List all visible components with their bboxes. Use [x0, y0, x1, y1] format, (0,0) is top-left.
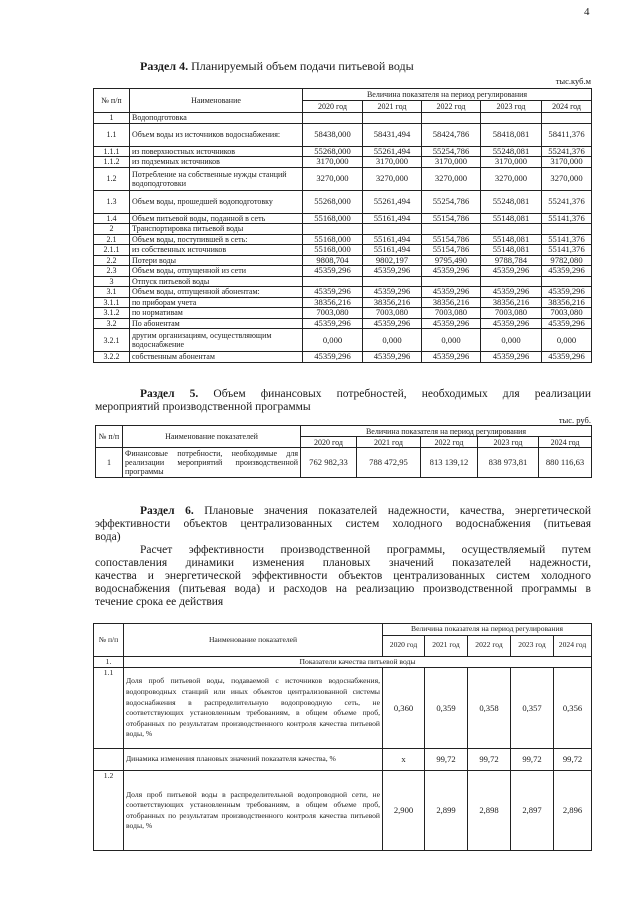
row-num: 1.1: [94, 123, 130, 146]
row-value: 3170,000: [481, 157, 542, 168]
row-value: 58431,494: [363, 123, 422, 146]
table-row: [94, 308, 592, 319]
row-value: 45359,296: [363, 266, 422, 277]
row-value: 3270,000: [422, 167, 481, 190]
section5-unit: тыс. руб.: [558, 415, 591, 425]
page-number: 4: [584, 6, 590, 18]
header-num: № п/п: [96, 426, 123, 448]
table-row: [94, 287, 592, 298]
row-name: Финансовые потребности, необходимые для реализации мероприятий производственной программы: [123, 448, 301, 478]
row-value: 99,72: [468, 749, 511, 771]
row-value: [303, 276, 363, 287]
row-value: 45359,296: [422, 287, 481, 298]
row-value: [422, 276, 481, 287]
row-value: 0,359: [425, 668, 468, 749]
table-row: [94, 123, 592, 146]
table-row: [94, 352, 592, 363]
row-value: 55141,376: [542, 234, 592, 245]
row-value: 55241,376: [542, 146, 592, 157]
row-value: [363, 224, 422, 235]
row-value: 3170,000: [422, 157, 481, 168]
table-row: [94, 157, 592, 168]
row-value: 55168,000: [303, 213, 363, 224]
row-num: 1.4: [94, 213, 130, 224]
row-value: 2,898: [468, 771, 511, 851]
table-row: [94, 146, 592, 157]
section4-title-text: Планируемый объем подачи питьевой воды: [188, 59, 414, 73]
row-num: 2.1: [94, 234, 130, 245]
row-name: из собственных источников: [130, 245, 303, 256]
header-name: Наименование показателей: [124, 624, 383, 657]
row-value: 9782,080: [542, 255, 592, 266]
group-row: [94, 656, 592, 668]
row-name: другим организациям, осуществляющим водоснабжение: [130, 329, 303, 352]
header-period: Величина показателя на период регулирования: [301, 426, 592, 437]
row-value: 838 973,81: [478, 448, 539, 478]
row-name: По абонентам: [130, 318, 303, 329]
row-value: [481, 224, 542, 235]
row-name: по нормативам: [130, 308, 303, 319]
quality-indicators-table: [93, 623, 592, 851]
row-num: 3.1.1: [94, 297, 130, 308]
row-value: 45359,296: [363, 352, 422, 363]
row-name: Динамика изменения плановых значений показателя качества, %: [124, 749, 383, 771]
row-value: 2,896: [554, 771, 592, 851]
table-row: [94, 266, 592, 277]
row-value: 0,000: [363, 329, 422, 352]
row-value: [422, 113, 481, 124]
row-value: 45359,296: [303, 266, 363, 277]
row-name: Объем воды, отпущенной абонентам:: [130, 287, 303, 298]
row-num: 2.2: [94, 255, 130, 266]
row-value: 55148,081: [481, 213, 542, 224]
table-row: [94, 255, 592, 266]
header-year: 2021 год: [357, 437, 421, 448]
row-value: 55168,000: [303, 245, 363, 256]
row-value: 3170,000: [303, 157, 363, 168]
row-value: 0,000: [303, 329, 363, 352]
row-num: 1.1: [94, 668, 124, 749]
row-value: [303, 113, 363, 124]
header-year: 2020 год: [301, 437, 357, 448]
header-year: 2024 год: [539, 437, 592, 448]
row-value: 3270,000: [303, 167, 363, 190]
row-value: 7003,080: [303, 308, 363, 319]
row-name: Объем питьевой воды, поданной в сеть: [130, 213, 303, 224]
paragraph-line: сопоставления динамики изменения плановых значений показателей надежности,: [95, 557, 591, 569]
row-value: 45359,296: [363, 318, 422, 329]
header-year: 2024 год: [542, 101, 592, 113]
row-name: Объем воды из источников водоснабжения:: [130, 123, 303, 146]
header-year: 2021 год: [363, 101, 422, 113]
row-value: 55161,494: [363, 245, 422, 256]
paragraph-line: качества и энергетической эффективности объектов централизованных систем холодного: [95, 570, 591, 582]
table-row: [94, 749, 592, 771]
group-num: 1.: [94, 656, 124, 668]
row-value: 788 472,95: [357, 448, 421, 478]
row-name: Отпуск питьевой воды: [130, 276, 303, 287]
row-name: Объем воды, прошедшей водоподготовку: [130, 190, 303, 213]
row-name: Объем воды, отпущенной из сети: [130, 266, 303, 277]
row-value: 0,357: [511, 668, 554, 749]
financial-needs-table: [95, 425, 592, 478]
section5-title-text1: Объем финансовых потребностей, необходимых для реализации: [213, 388, 591, 400]
row-value: 7003,080: [542, 308, 592, 319]
row-value: 9808,704: [303, 255, 363, 266]
row-value: 2,900: [383, 771, 425, 851]
row-value: 3270,000: [542, 167, 592, 190]
row-value: 45359,296: [422, 318, 481, 329]
table-row: [94, 224, 592, 235]
row-value: 99,72: [554, 749, 592, 771]
row-name: Объем воды, поступившей в сеть:: [130, 234, 303, 245]
row-value: 3170,000: [363, 157, 422, 168]
row-value: 45359,296: [481, 287, 542, 298]
row-value: 762 982,33: [301, 448, 357, 478]
table-row: [96, 448, 592, 478]
table-row: [94, 234, 592, 245]
row-value: [542, 224, 592, 235]
row-value: 3270,000: [481, 167, 542, 190]
row-name: Транспортировка питьевой воды: [130, 224, 303, 235]
row-value: 7003,080: [363, 308, 422, 319]
row-value: 3170,000: [542, 157, 592, 168]
header-year: 2022 год: [421, 437, 478, 448]
row-value: 45359,296: [363, 287, 422, 298]
header-year: 2023 год: [511, 635, 554, 656]
table-row: [94, 245, 592, 256]
row-value: 2,897: [511, 771, 554, 851]
section5-title-label: Раздел 5.: [140, 388, 199, 400]
row-num: 2.1.1: [94, 245, 130, 256]
row-name: по приборам учета: [130, 297, 303, 308]
row-name: собственным абонентам: [130, 352, 303, 363]
row-value: 55154,786: [422, 213, 481, 224]
row-value: 45359,296: [542, 318, 592, 329]
section6-title-text1: Плановые значения показателей надежности, качества, энергетической: [204, 505, 592, 517]
section5-title-line2: мероприятий производственной программы: [95, 401, 311, 413]
table-row: [94, 190, 592, 213]
row-value: 58411,376: [542, 123, 592, 146]
paragraph-line: водоснабжения (питьевая вода) и расходов на реализацию производственной программы в: [95, 583, 591, 595]
row-value: [542, 113, 592, 124]
header-num: № п/п: [94, 624, 124, 657]
row-value: 55161,494: [363, 213, 422, 224]
table-row: [94, 318, 592, 329]
water-supply-table: [93, 88, 592, 363]
row-value: 7003,080: [481, 308, 542, 319]
row-num: 3.1: [94, 287, 130, 298]
header-year: 2023 год: [481, 101, 542, 113]
row-value: 55248,081: [481, 146, 542, 157]
row-value: 55154,786: [422, 234, 481, 245]
row-num: 1.1.2: [94, 157, 130, 168]
row-value: 58438,000: [303, 123, 363, 146]
section4-unit: тыс.куб.м: [555, 76, 591, 86]
section4-title: [140, 60, 414, 73]
row-value: 7003,080: [422, 308, 481, 319]
row-name: Потери воды: [130, 255, 303, 266]
row-value: 55254,786: [422, 146, 481, 157]
row-num: 1.2: [94, 167, 130, 190]
group-title: Показатели качества питьевой воды: [124, 656, 592, 668]
table-row: [94, 113, 592, 124]
section4-title-label: Раздел 4.: [140, 59, 189, 73]
table-row: [94, 668, 592, 749]
row-num: 3.2: [94, 318, 130, 329]
section6-title-line3: вода): [95, 531, 121, 543]
row-num: 1: [94, 113, 130, 124]
row-value: 45359,296: [303, 352, 363, 363]
row-name: Водоподготовка: [130, 113, 303, 124]
header-num: № п/п: [94, 89, 130, 113]
row-num: 2: [94, 224, 130, 235]
row-num: 1.3: [94, 190, 130, 213]
row-value: 55254,786: [422, 190, 481, 213]
row-value: 0,360: [383, 668, 425, 749]
row-value: [481, 113, 542, 124]
row-value: 38356,216: [422, 297, 481, 308]
row-value: 38356,216: [542, 297, 592, 308]
row-value: 2,899: [425, 771, 468, 851]
row-value: 55168,000: [303, 234, 363, 245]
row-value: 9788,784: [481, 255, 542, 266]
row-num: 3.1.2: [94, 308, 130, 319]
table-header-row: [94, 624, 592, 636]
paragraph-line: течение срока ее действия: [95, 596, 224, 608]
row-value: 45359,296: [481, 352, 542, 363]
section6-paragraph: [95, 544, 591, 609]
header-year: 2021 год: [425, 635, 468, 656]
row-value: 38356,216: [481, 297, 542, 308]
row-value: 45359,296: [542, 266, 592, 277]
row-value: 55154,786: [422, 245, 481, 256]
row-value: 55148,081: [481, 245, 542, 256]
row-value: 0,358: [468, 668, 511, 749]
header-name: Наименование: [130, 89, 303, 113]
row-value: 45359,296: [542, 287, 592, 298]
section6-title-line2: эффективности объектов централизованных систем холодного водоснабжения (питьевая: [95, 518, 591, 530]
row-value: 55268,000: [303, 146, 363, 157]
header-year: 2022 год: [422, 101, 481, 113]
row-value: 55261,494: [363, 146, 422, 157]
row-value: 45359,296: [542, 352, 592, 363]
table-row: [94, 167, 592, 190]
row-value: 38356,216: [303, 297, 363, 308]
table-row: [94, 329, 592, 352]
row-value: 45359,296: [303, 318, 363, 329]
row-name: Доля проб питьевой воды в распределительной водопроводной сети, не соответствующих установленным требованиям, в общем объеме проб, отобранных по результатам производственного контроля качества питьевой воды, %: [124, 771, 383, 851]
header-year: 2020 год: [383, 635, 425, 656]
row-value: 880 116,63: [539, 448, 592, 478]
table-row: [94, 276, 592, 287]
row-num: 1.2: [94, 771, 124, 851]
row-value: 99,72: [425, 749, 468, 771]
row-value: 55241,376: [542, 190, 592, 213]
table-header-row: [96, 426, 592, 437]
header-year: 2020 год: [303, 101, 363, 113]
table-row: [94, 771, 592, 851]
row-value: 55248,081: [481, 190, 542, 213]
row-value: 0,000: [542, 329, 592, 352]
row-value: 0,356: [554, 668, 592, 749]
row-value: 3270,000: [363, 167, 422, 190]
section6-title-line1: [95, 505, 591, 518]
row-value: 58424,786: [422, 123, 481, 146]
row-value: 0,000: [481, 329, 542, 352]
row-value: 38356,216: [363, 297, 422, 308]
row-name: Доля проб питьевой воды, подаваемой с источников водоснабжения, водопроводных станций или иных объектов централизованной системы водоснабжения в распределительную водопроводную сеть, не соответствующих установленным требованиям, в общем объеме проб, отобранных по результатам производственного контроля качества питьевой воды, %: [124, 668, 383, 749]
row-num: 1: [96, 448, 123, 478]
row-num: 3: [94, 276, 130, 287]
row-value: [363, 113, 422, 124]
row-value: 45359,296: [422, 266, 481, 277]
row-num: 1.1.1: [94, 146, 130, 157]
row-name: из подземных источников: [130, 157, 303, 168]
header-period: Величина показателя на период регулирования: [383, 624, 592, 636]
row-num: [94, 749, 124, 771]
row-value: 55261,494: [363, 190, 422, 213]
section6-title-label: Раздел 6.: [140, 505, 194, 517]
row-value: 55141,376: [542, 213, 592, 224]
header-period: Величина показателя на период регулирования: [303, 89, 592, 101]
header-name: Наименование показателей: [123, 426, 301, 448]
section5-title-line1: [95, 388, 591, 401]
row-value: 99,72: [511, 749, 554, 771]
row-value: х: [383, 749, 425, 771]
row-value: 45359,296: [481, 318, 542, 329]
header-year: 2024 год: [554, 635, 592, 656]
row-value: [481, 276, 542, 287]
row-value: 45359,296: [481, 266, 542, 277]
table-row: [94, 297, 592, 308]
table-header-row: [94, 89, 592, 101]
row-value: [422, 224, 481, 235]
row-value: 9795,490: [422, 255, 481, 266]
row-num: 3.2.2: [94, 352, 130, 363]
row-value: 55161,494: [363, 234, 422, 245]
header-year: 2022 год: [468, 635, 511, 656]
row-value: [542, 276, 592, 287]
row-value: 58418,081: [481, 123, 542, 146]
row-value: 9802,197: [363, 255, 422, 266]
header-year: 2023 год: [478, 437, 539, 448]
row-num: 3.2.1: [94, 329, 130, 352]
row-value: 55141,376: [542, 245, 592, 256]
row-name: из поверхностных источников: [130, 146, 303, 157]
paragraph-line: Расчет эффективности производственной программы, осуществляемый путем: [140, 544, 591, 556]
row-value: 55268,000: [303, 190, 363, 213]
row-value: [363, 276, 422, 287]
row-value: 45359,296: [303, 287, 363, 298]
row-value: [303, 224, 363, 235]
row-value: 0,000: [422, 329, 481, 352]
row-value: 813 139,12: [421, 448, 478, 478]
row-num: 2.3: [94, 266, 130, 277]
row-value: 45359,296: [422, 352, 481, 363]
row-name: Потребление на собственные нужды станций водоподготовки: [130, 167, 303, 190]
row-value: 55148,081: [481, 234, 542, 245]
table-row: [94, 213, 592, 224]
